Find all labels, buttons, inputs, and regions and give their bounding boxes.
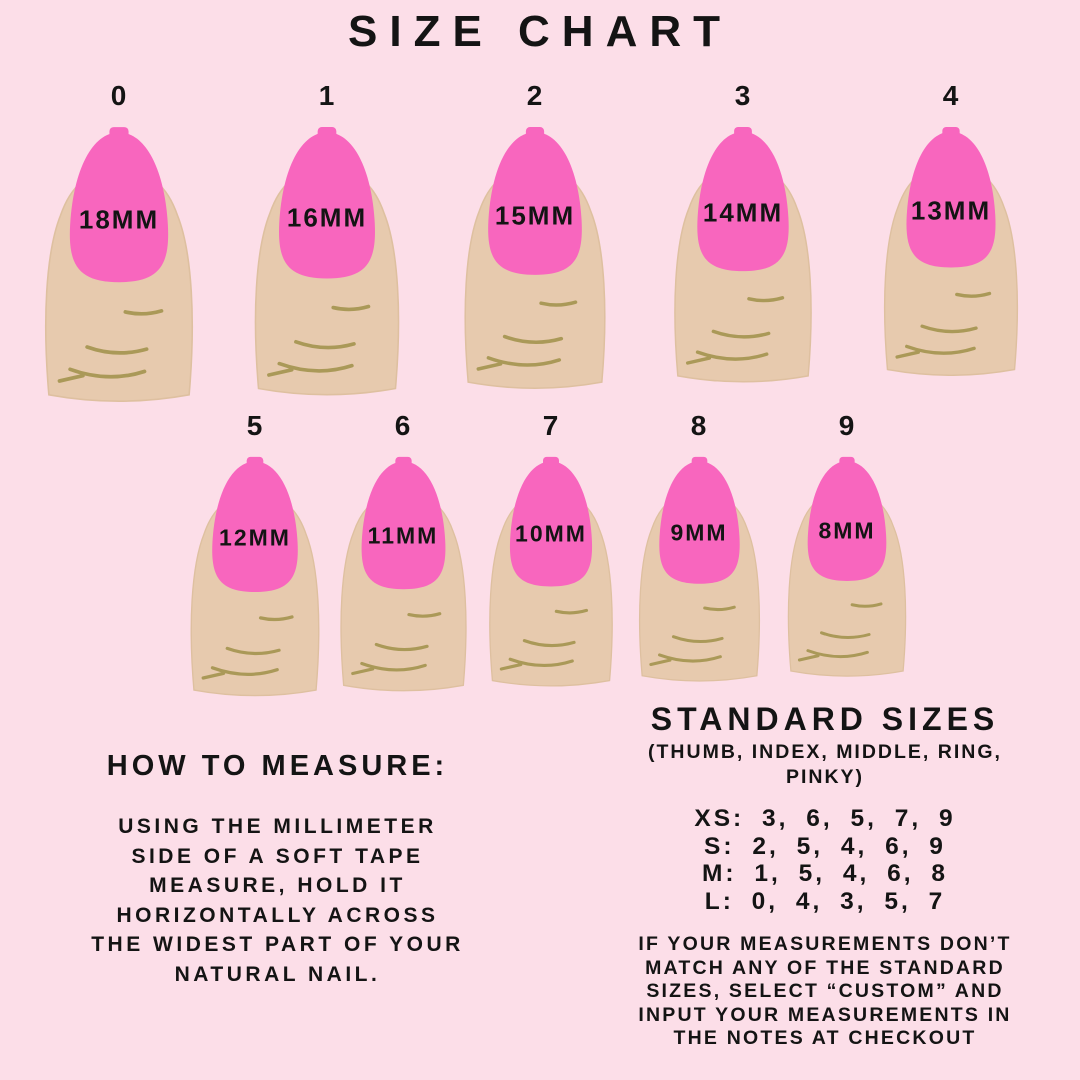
- page-title: SIZE CHART: [348, 7, 732, 56]
- size-row-xs: XS: 3, 6, 5, 7, 9: [694, 805, 956, 832]
- size-number-label: 1: [318, 80, 336, 111]
- finger-nail-illustration: [181, 456, 329, 697]
- how-to-measure-body: [40, 812, 515, 989]
- note-line: INPUT YOUR MEASUREMENTS IN: [638, 1003, 1012, 1026]
- finger-row-top: [0, 80, 1075, 402]
- finger-card-size-7: [477, 410, 625, 687]
- finger-card-size-0: [15, 80, 223, 402]
- finger-card-size-6: [329, 410, 477, 692]
- finger-nail-illustration: [874, 126, 1028, 376]
- size-number-label: 8: [690, 410, 708, 441]
- nail-width-label: 16MM: [286, 202, 368, 233]
- finger-nail-illustration: [454, 126, 616, 389]
- note-line: IF YOUR MEASUREMENTS DON’T: [638, 933, 1012, 955]
- instruction-line: SIDE OF A SOFT TAPE: [131, 844, 424, 868]
- finger-card-size-8: [625, 410, 773, 682]
- size-number-label: 6: [394, 410, 412, 441]
- finger-card-size-4: [847, 80, 1055, 376]
- instruction-line: NATURAL NAIL.: [174, 962, 381, 986]
- instruction-line: USING THE MILLIMETER: [118, 815, 437, 838]
- nail-width-label: 14MM: [702, 197, 784, 228]
- size-number-label: 9: [838, 410, 856, 441]
- finger-nail-illustration: [664, 126, 822, 383]
- size-number-label: 5: [246, 410, 264, 441]
- size-row-l: L: 0, 4, 3, 5, 7: [704, 887, 946, 915]
- nail-width-label: 18MM: [78, 204, 160, 235]
- size-number-label: 3: [734, 80, 752, 111]
- nail-width-label: 15MM: [494, 200, 576, 230]
- instruction-line: THE WIDEST PART OF YOUR: [91, 933, 464, 956]
- instruction-line: MEASURE, HOLD IT: [149, 874, 406, 897]
- standard-sizes-heading: STANDARD SIZES: [650, 701, 1000, 737]
- note-line: THE NOTES AT CHECKOUT: [673, 1027, 977, 1049]
- finger-nail-illustration: [244, 126, 410, 396]
- nail-width-label: 10MM: [515, 520, 587, 547]
- finger-nail-illustration: [331, 456, 476, 692]
- size-number-label: 7: [542, 410, 560, 441]
- finger-nail-illustration: [34, 126, 204, 402]
- size-number-label: 4: [942, 80, 960, 111]
- finger-card-size-9: [773, 410, 921, 677]
- custom-size-note: [585, 933, 1065, 1051]
- instruction-line: HORIZONTALLY ACROSS: [116, 903, 439, 927]
- nail-width-label: 11MM: [367, 522, 439, 549]
- finger-nail-illustration: [779, 456, 915, 677]
- size-number-label: 0: [110, 80, 128, 111]
- nail-width-label: 13MM: [910, 195, 992, 226]
- how-to-measure-section: [40, 748, 515, 989]
- size-number-label: 2: [526, 80, 544, 111]
- finger-row-bottom: [11, 410, 1080, 697]
- size-row-s: S: 2, 5, 4, 6, 9: [704, 832, 946, 860]
- finger-nail-illustration: [630, 456, 769, 682]
- size-row-m: M: 1, 5, 4, 6, 8: [702, 860, 948, 887]
- nail-width-label: 8MM: [818, 517, 876, 544]
- subheading-line: (THUMB, INDEX, MIDDLE, RING,: [648, 741, 1002, 763]
- finger-card-size-1: [223, 80, 431, 396]
- standard-sizes-subheading: [585, 740, 1065, 789]
- note-line: SIZES, SELECT “CUSTOM” AND: [646, 980, 1004, 1002]
- nail-width-label: 12MM: [219, 524, 291, 551]
- finger-card-size-2: [431, 80, 639, 389]
- finger-nail-illustration: [480, 456, 622, 687]
- how-to-measure-heading: HOW TO MEASURE:: [106, 750, 449, 782]
- standard-sizes-section: [585, 700, 1065, 1051]
- subheading-line: PINKY): [785, 765, 865, 788]
- finger-card-size-5: [181, 410, 329, 697]
- finger-card-size-3: [639, 80, 847, 383]
- standard-sizes-list: [585, 805, 1065, 915]
- note-line: MATCH ANY OF THE STANDARD: [645, 956, 1005, 979]
- nail-width-label: 9MM: [670, 519, 728, 546]
